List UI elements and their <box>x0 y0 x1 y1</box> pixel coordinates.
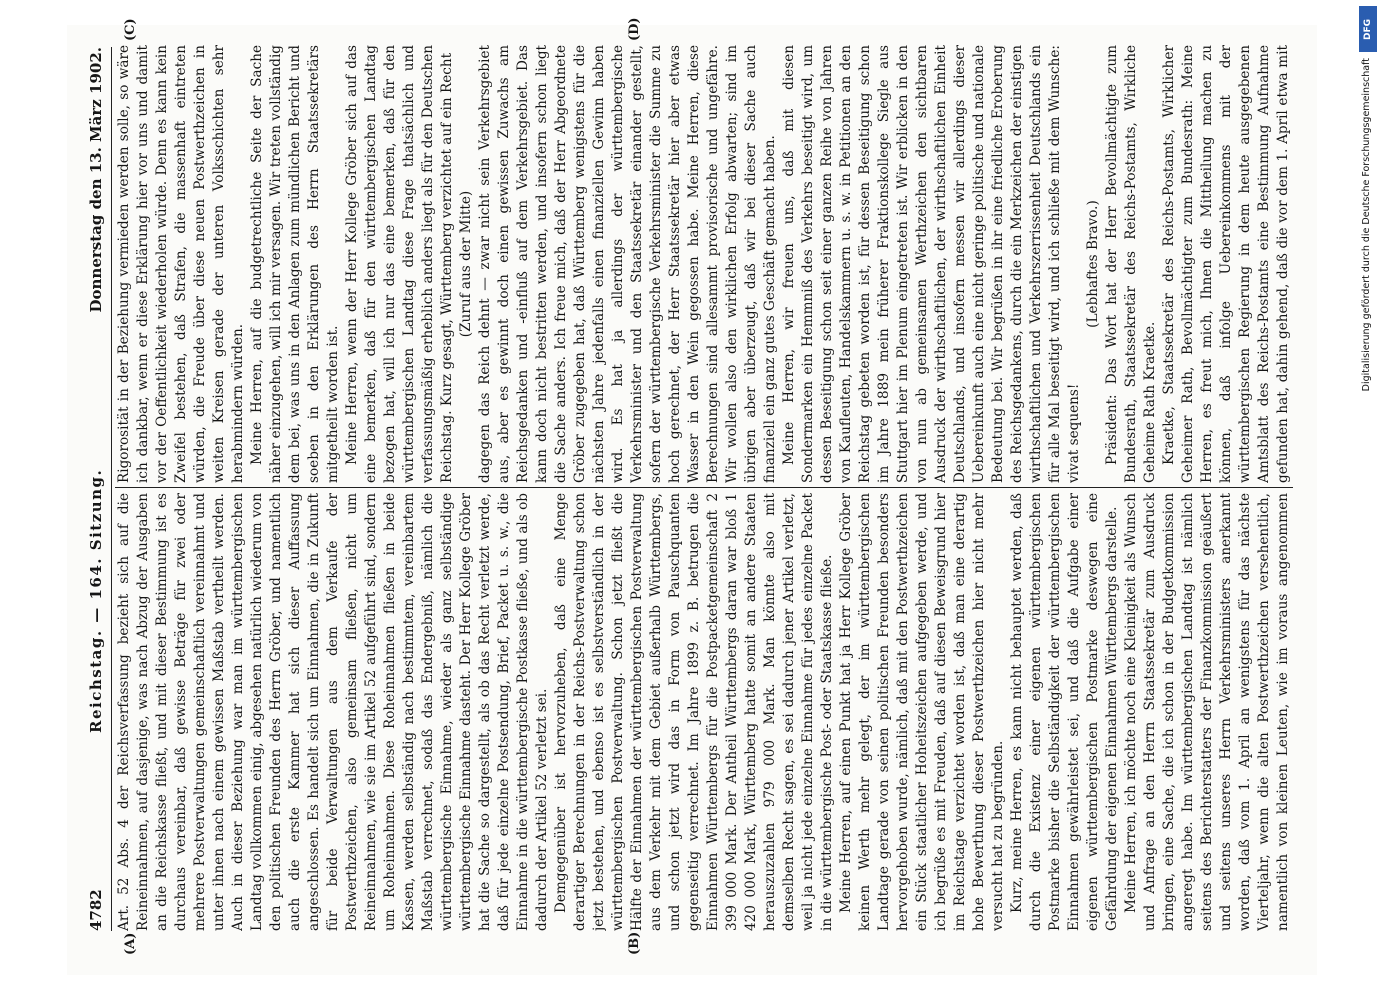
left-paragraph: Kurz, meine Herren, es kann nicht behauptet werden, daß durch die Existenz einer eigenen württembergischen Postmarke bisher die Selbständigkeit der württembergischen Einnahmen gewährleistet sei, und daß die Aufgabe einer eigenen württembergischen Postmarke deswegen eine Gefährdung der eigenen Einnahmen Württembergs darstelle. <box>1008 493 1120 931</box>
column-divider <box>115 487 1293 488</box>
funding-sidebar <box>1355 6 1381 991</box>
right-paragraph: Meine Herren, wenn der Herr Kollege Gröber sich auf das eine bemerken, daß für den württembergischen Landtag bezogen hat, will ich nur das eine bemerken, daß für den württembergischen Landtag diese Frage thatsächlich und verfassungsmäßig erheblich anders liegt als für den Deutschen Reichstag. Kurz gesagt, Württemberg verzichtet auf ein Recht <box>343 45 455 483</box>
left-paragraph: Demgegenüber ist hervorzuheben, daß eine Menge derartiger Berechnungen in der Reichs-Postverwaltung schon jetzt bestehen, und ebenso ist es selbstverständlich in der württembergischen Postverwaltung. Schon jetzt fließt die Hälfte der Einnahmen der württembergischen Postverwaltung aus dem Verkehr mit dem Gebiet außerhalb Württembergs, und schon jetzt wird das in Form von Pauschquanten gegenseitig verrechnet. Im Jahre 1899 z. B. betrugen die Einnahmen Württembergs für die Postpacketgemeinschaft 2 399 000 Mark. Der Antheil Württembergs daran war bloß 1 420 000 Mark, Württemberg hatte somit an andere Staaten herauszuzahlen 979 000 Mark. Man könnte also mit demselben Recht sagen, es sei dadurch jener Artikel verletzt, weil ja nicht jede einzelne Einnahme für jedes einzelne Packet in die württembergische Post- oder Staatskasse fließe. <box>552 493 835 931</box>
session-title: Reichstag. — 164. Sitzung. <box>86 468 105 733</box>
page-header <box>85 47 107 931</box>
session-date: Donnerstag den 13. März 1902. <box>86 47 105 313</box>
margin-mark-a: (A) <box>122 932 138 955</box>
funding-note: Digitalisierung gefördert durch die Deutsche Forschungsgemeinschaft <box>1361 58 1372 392</box>
left-paragraph: Meine Herren, auf einen Punkt hat ja Herr Kollege Gröber keinen Werth mehr gelegt, der im württembergischen Landtage gerade von seinen politischen Freunden besonders hervorgehoben wurde, nämlich, daß mit den Postwerthzeichen ein Stück staatlicher Hoheitszeichen aufgegeben werde, und ich begrüße es mit Freuden, daß auf diesen Beweisgrund hier im Reichstage verzichtet worden ist, daß man eine derartig hohe Bewerthung dieser Postwerthzeichen hier nicht mehr versucht hat zu begründen. <box>837 493 1006 931</box>
applause-note: (Lebhaftes Bravo.) <box>1084 200 1101 328</box>
left-column <box>115 493 1293 931</box>
right-paragraph: Meine Herren, wir freuen uns, daß mit diesen Sondermarken ein Hemmniß des Verkehrs beseitigt wird, um dessen Beseitigung schon seit einer ganzen Reihe von Jahren von Kaufleuten, Handelskammern u. s. w. in Petitionen an den Reichstag gebeten worden ist, für dessen Beseitigung schon im Jahre 1889 mein früherer Fraktionskollege Siegle aus Stuttgart hier im Plenum eingetreten ist. Wir erblicken in den von nun ab gemeinsamen Werthzeichen den sichtbaren Ausdruck der wirthschaftlichen, der wirthschaftlichen Einheit Deutschlands, und insofern messen wir allerdings dieser Uebereinkunft auch eine nicht geringe politische und nationale Bedeutung bei. Wir begrüßen in ihr eine friedliche Eroberung des Reichsgedankens, durch die ein Merkzeichen der einstigen wirthschaftlichen und Verkehrszerrissenheit Deutschlands ein für alle Mal beseitigt wird, und ich schließe mit dem Wunsche: vivat sequens! <box>780 45 1082 483</box>
header-rule <box>111 47 112 931</box>
interjection: (Zuruf aus der Mitte) <box>457 190 474 338</box>
dfg-logo: DFG <box>1359 6 1377 52</box>
margin-mark-b: (B) <box>626 931 642 955</box>
page-number: 4782 <box>86 889 105 931</box>
right-column <box>115 45 1293 483</box>
document-page <box>67 17 1317 975</box>
margin-mark-d: (D) <box>626 17 642 41</box>
president-speech: Präsident: Das Wort hat der Herr Bevollmächtigte zum Bundesrath, Staatssekretär des Reichs-Postamts, Wirkliche Geheime Rath Kraetke. <box>1103 45 1158 483</box>
kraetke-speech: Kraetke, Staatssekretär des Reichs-Postamts, Wirklicher Geheimer Rath, Bevollmächtigter zum Bundesrath: Meine Herren, es freut mich, Ihnen die Mittheilung machen zu können, daß infolge Uebereinkommens mit der württembergischen Regierung in dem heute ausgegebenen Amtsblatt des Reichs-Postamts eine Bestimmung Aufnahme gefunden hat, dahin gehend, daß die vor dem 1. April etwa mit <box>1160 45 1291 483</box>
left-paragraph: Meine Herren, ich möchte noch eine Kleinigkeit als Wunsch und Anfrage an den Herrn Staatssekretär zum Ausdruck bringen, eine Sache, die ich schon in der Budgetkommission angeregt habe. Im württembergischen Landtag ist nämlich seitens des Berichterstatters der Finanzkommission geäußert und seitens unseres Herrn Verkehrsministers anerkannt worden, daß vom 1. April an wenigstens für das nächste Vierteljahr, wenn die alten Postwerthzeichen versehentlich, namentlich von kleinen Leuten, wie im voraus angenommen <box>1122 493 1291 931</box>
margin-mark-c: (C) <box>122 18 138 41</box>
right-paragraph: Meine Herren, auf die budgetrechtliche Seite der Sache näher einzugehen, will ich mir versagen. Wir treten vollständig dem bei, was uns in den Anlagen zum mündlichen Bericht und soeben in den Erklärungen des Herrn Staatssekretärs mitgetheilt worden ist. <box>248 45 341 483</box>
left-paragraph: Art. 52 Abs. 4 der Reichsverfassung bezieht sich auf die Reineinnahmen, auf dasjenige, was nach Abzug der Ausgaben an die Reichskasse fließt, und mit dieser Bestimmung ist es durchaus vereinbar, daß gewisse Beträge für zwei oder mehrere Postverwaltungen gemeinschaftlich vereinnahmt und unter ihnen nach einem gewissen Maßstab vertheilt werden. Auch in dieser Beziehung war man im württembergischen Landtag vollkommen einig, abgesehen natürlich wiederum von den politischen Freunden des Herrn Gröber, und namentlich auch die erste Kammer hat sich dieser Auffassung angeschlossen. Es handelt sich um Einnahmen, die in Zukunft für beide Verwaltungen aus dem Verkaufe der Postwerthzeichen, also gemeinsam fließen, nicht um Reineinnahmen, wie sie im Artikel 52 aufgeführt sind, sondern um Roheinnahmen. Diese Roheinnahmen fließen in beide Kassen, werden selbständig nach bestimmtem, vereinbartem Maßstab verrechnet, sodaß das Endergebniß, nämlich die württembergische Einnahme, wieder als ganz selbständige württembergische Einnahme dasteht. Der Herr Kollege Gröber hat die Sache so dargestellt, als ob das Recht verletzt werde, daß für jede einzelne Postsendung, Brief, Packet u. s. w., die Einnahme in die württembergische Postkasse fließe, und als ob dadurch der Artikel 52 verletzt sei. <box>115 493 550 931</box>
right-paragraph: dagegen das Reich dehnt — zwar nicht sein Verkehrsgebiet aus, aber es gewinnt doch einen gewissen Zuwachs am Reichsgedanken und -einfluß auf dem Verkehrsgebiet. Das kann doch nicht bestritten werden, und insofern schon liegt die Sache anders. Ich freue mich, daß der Herr Abgeordnete Gröber zugegeben hat, daß Württemberg wenigstens für die nächsten Jahre jedenfalls einen finanziellen Gewinn haben wird. Es hat ja allerdings der württembergische Verkehrsminister und den Staatssekretär einander gestellt, sofern der württembergische Verkehrsminister die Summe zu hoch gerechnet, der Herr Staatssekretär hier aber etwas Wasser in den Wein gegossen habe. Meine Herren, diese Berechnungen sind allesammt provisorische und ungefähre. Wir wollen also den wirklichen Erfolg abwarten; sind im übrigen aber überzeugt, daß wir bei dieser Sache auch finanziell ein ganz gutes Geschäft gemacht haben. <box>476 45 778 483</box>
right-paragraph: Rigorosität in der Beziehung vermieden werden solle, so wäre ich dankbar, wenn er diese Erklärung hier vor uns und damit vor der Oeffentlichkeit wiederholen würde. Denn es kann kein Zweifel bestehen, daß Strafen, die massenhaft eintreten würden, die Freude über diese neuen Postwerthzeichen in weiten Kreisen gerade der unteren Volksschichten sehr herabmindern würden. <box>115 45 246 483</box>
